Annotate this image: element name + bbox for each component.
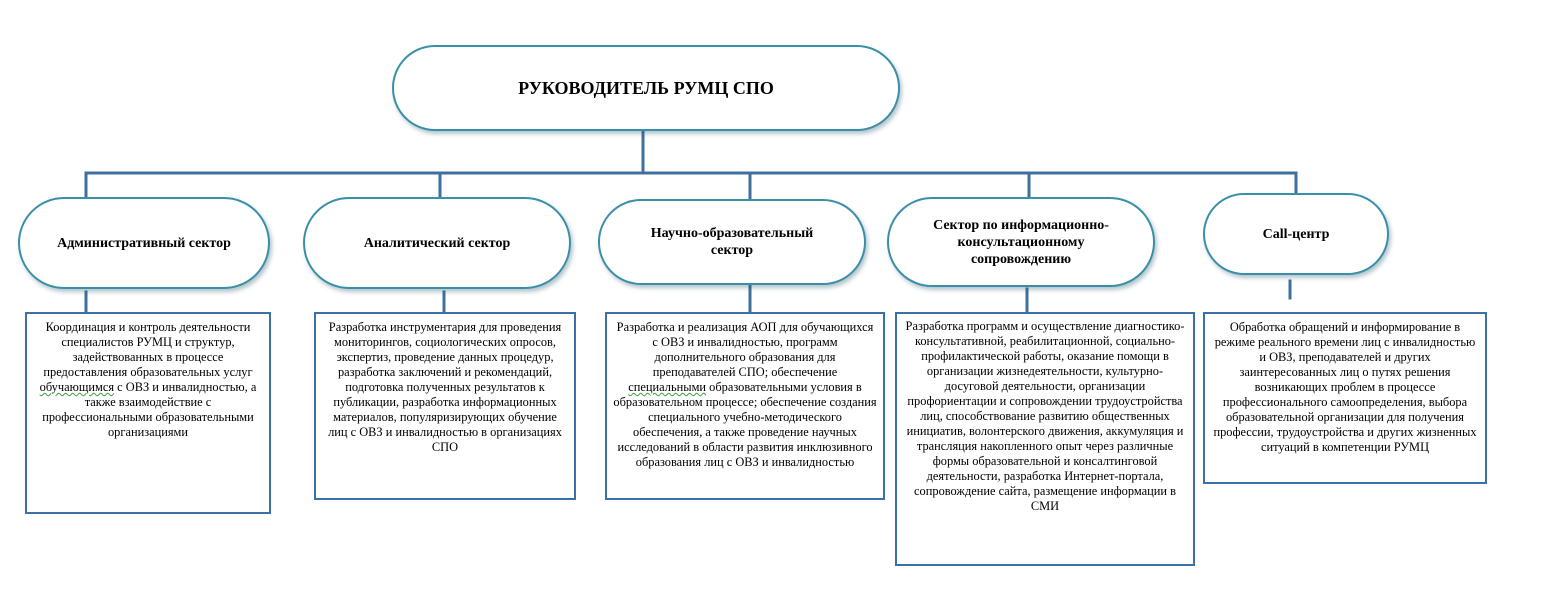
spell-marked-word: специальными: [628, 380, 707, 394]
sector-title: Административный сектор: [57, 235, 231, 251]
sector-node-administrative: [18, 197, 270, 289]
sector-title: Call-центр: [1262, 226, 1330, 242]
head-node: [392, 45, 900, 131]
sector-description-info-consulting: Разработка программ и осуществление диагностико-консультативной, реабилитационной, социально-профилактической работы, оказание помощи в организации жизнедеятельности, культурно-досуговой деятельности, организации профориентации и сопровождении трудоустройства лиц, способствование развитию общественных инициатив, волонтерского движения, аккумуляция и трансляция накопленного опыт через различные формы образовательной и консалтинговой деятельности, разработка Интернет-портала, сопровождение сайта, размещение информации в СМИ: [895, 312, 1195, 566]
sector-description-analytical: Разработка инструментария для проведения мониторингов, социологических опросов, экспертиз, проведение данных процедур, разработка заключений и рекомендаций, подготовка полученных результатов к публикации, разработка информационных материалов, популяризирующих обучение лиц с ОВЗ и инвалидностью в организациях СПО: [314, 312, 576, 500]
head-title: РУКОВОДИТЕЛЬ РУМЦ СПО: [518, 77, 774, 98]
sector-title: Научно-образовательный сектор: [650, 226, 814, 258]
spell-marked-word: обучающимся: [39, 380, 115, 394]
sector-title: Сектор по информационно-консультационному сопровождению: [933, 217, 1109, 267]
sector-description-scientific-educational: Разработка и реализация АОП для обучающихся с ОВЗ и инвалидностью, программ дополнительного образования для преподавателей СПО; обеспечение специальными образовательными условия в образовательном процессе; обеспечение создания специального учебно-методического обеспечения, а также проведение научных исследований в области развития инклюзивного образования лиц с ОВЗ и инвалидностью: [605, 312, 885, 500]
sector-description-call-center: Обработка обращений и информирование в режиме реального времени лиц с инвалидностью и ОВЗ, преподавателей и других заинтересованных лиц о путях решения возникающих проблем в процессе профессионального самоопределения, выбора образовательной организации для получения профессии, трудоустройства и других жизненных ситуаций в компетенции РУМЦ: [1203, 312, 1487, 484]
sector-node-analytical: [303, 197, 571, 289]
sector-description-administrative: Координация и контроль деятельности специалистов РУМЦ и структур, задействованных в процессе предоставления образовательных услуг обучающимся с ОВЗ и инвалидностью, а также взаимодействие с профессиональными образовательными организациями: [25, 312, 271, 514]
sector-node-call-center: [1203, 193, 1389, 275]
sector-node-scientific-educational: [598, 199, 866, 285]
sector-node-info-consulting: [887, 197, 1155, 287]
sector-title: Аналитический сектор: [363, 235, 511, 251]
